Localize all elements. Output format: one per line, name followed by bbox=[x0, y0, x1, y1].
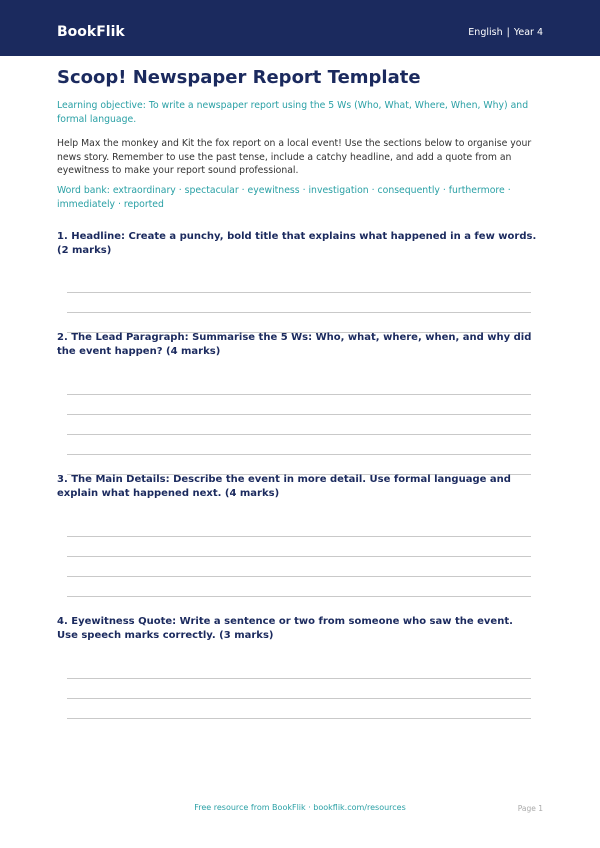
answer-line[interactable] bbox=[67, 312, 531, 313]
question-1: 1. Headline: Create a punchy, bold title that explains what happened in a few words. (2 marks) bbox=[57, 231, 537, 256]
page-header bbox=[0, 0, 600, 56]
year-label: Year 4 bbox=[513, 27, 543, 38]
answer-line[interactable] bbox=[67, 556, 531, 557]
page-number: Page 1 bbox=[517, 804, 543, 813]
question-3: 3. The Main Details: Describe the event in more detail. Use formal language and explain what happened next. (4 marks) bbox=[57, 474, 511, 499]
separator: | bbox=[506, 27, 510, 38]
answer-line[interactable] bbox=[67, 414, 531, 415]
answer-line[interactable] bbox=[67, 394, 531, 395]
answer-line[interactable] bbox=[67, 434, 531, 435]
learning-objective: Learning objective: To write a newspaper report using the 5 Ws (Who, What, Where, When, Why) and formal language. bbox=[57, 100, 529, 125]
intro-text: Help Max the monkey and Kit the fox report on a local event! Use the sections below to organise your news story. Remember to use the past tense, include a catchy headline, and add a quote from an eyewitness to make your report sound professional. bbox=[57, 138, 532, 176]
page-title: Scoop! Newspaper Report Template bbox=[57, 67, 421, 88]
subject-year bbox=[468, 27, 543, 39]
word-bank: Word bank: extraordinary · spectacular · eyewitness · investigation · consequently · furthermore · immediately · reported bbox=[57, 185, 511, 210]
footer-link[interactable]: Free resource from BookFlik · bookflik.com/resources bbox=[194, 803, 406, 812]
answer-line[interactable] bbox=[67, 536, 531, 537]
question-4: 4. Eyewitness Quote: Write a sentence or two from someone who saw the event. Use speech marks correctly. (3 marks) bbox=[57, 616, 513, 641]
brand-logo[interactable]: BookFlik bbox=[57, 24, 125, 40]
question-2: 2. The Lead Paragraph: Summarise the 5 Ws: Who, what, where, when, and why did the event happen? (4 marks) bbox=[57, 332, 532, 357]
answer-line[interactable] bbox=[67, 576, 531, 577]
subject-label: English bbox=[468, 27, 503, 38]
answer-line[interactable] bbox=[67, 718, 531, 719]
answer-line[interactable] bbox=[67, 698, 531, 699]
answer-line[interactable] bbox=[67, 678, 531, 679]
answer-line[interactable] bbox=[67, 596, 531, 597]
answer-line[interactable] bbox=[67, 292, 531, 293]
answer-line[interactable] bbox=[67, 454, 531, 455]
